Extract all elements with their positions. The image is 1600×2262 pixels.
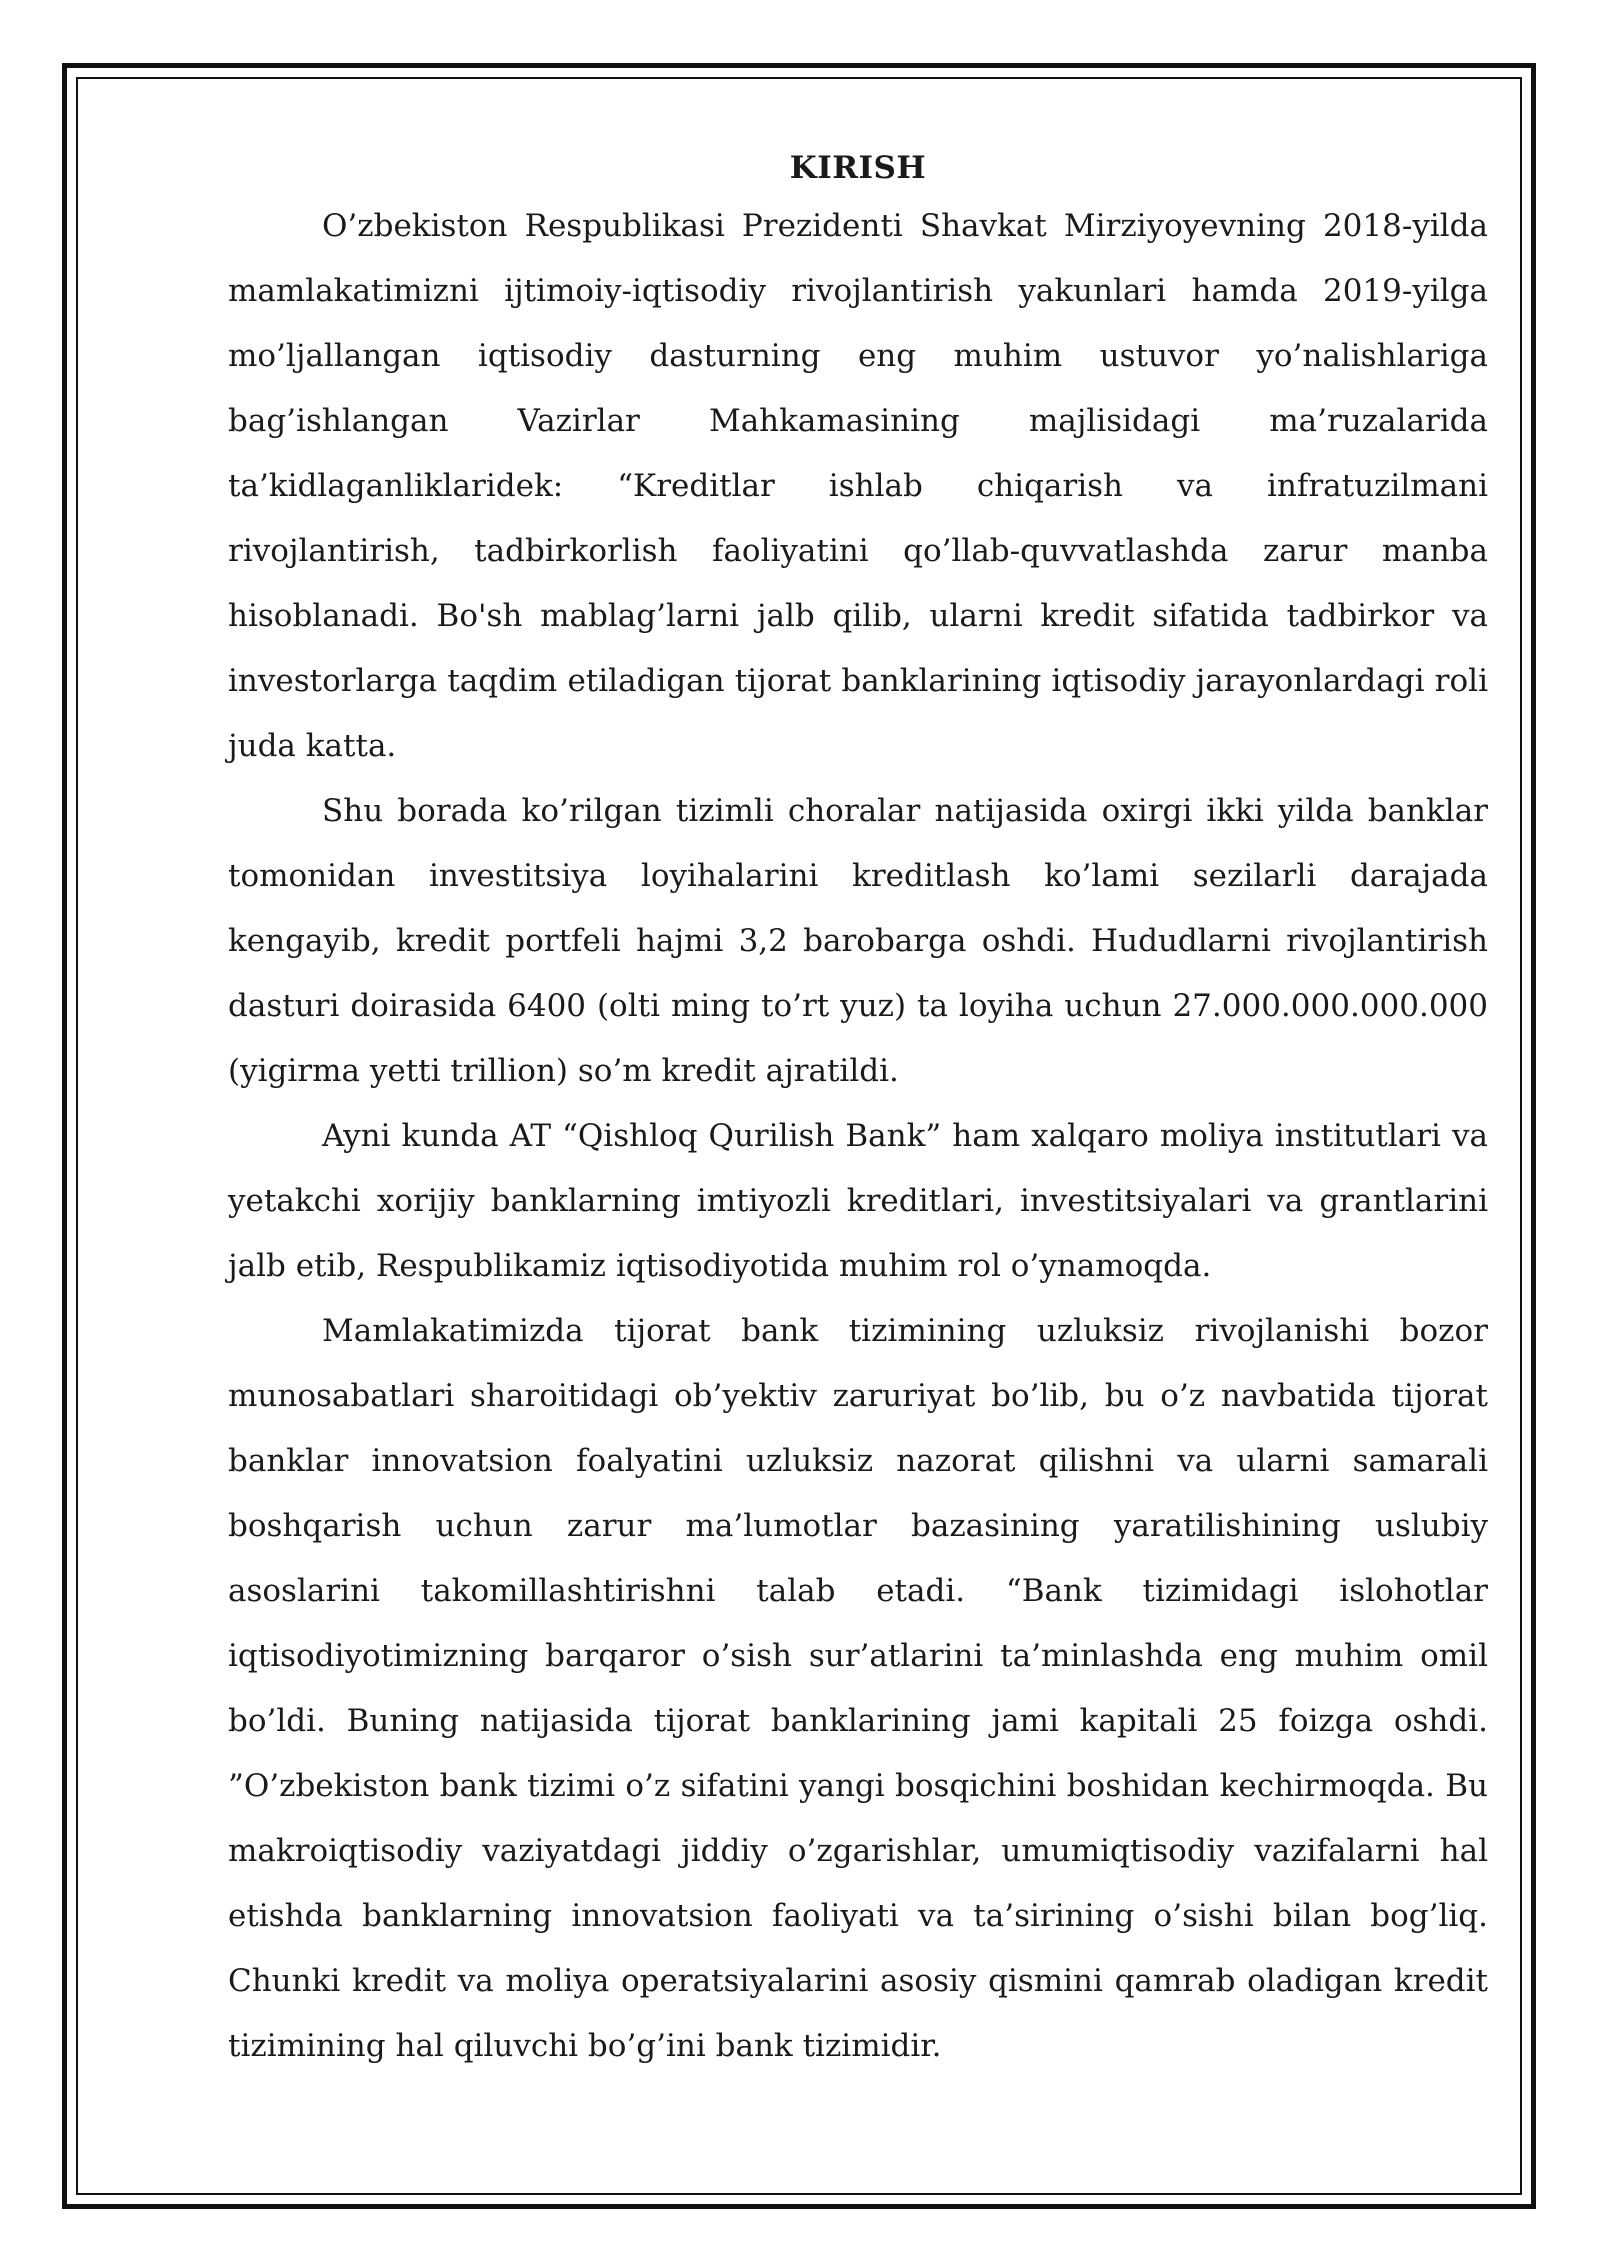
document-body (228, 148, 1488, 2079)
paragraph-3: Ayni kunda AT “Qishloq Qurilish Bank” ham xalqaro moliya institutlari va yetakchi xorijiy banklarning imtiyozli kreditlari, investitsiyalari va grantlarini jalb etib, Respublikamiz iqtisodiyotida muhim rol o’ynamoqda. (228, 1118, 1488, 1284)
paragraph-2: Shu borada ko’rilgan tizimli choralar natijasida oxirgi ikki yilda banklar tomonidan investitsiya loyihalarini kreditlash ko’lami sezilarli darajada kengayib, kredit portfeli hajmi 3,2 barobarga oshdi. Hududlarni rivojlantirish dasturi doirasida 6400 (olti ming to’rt yuz) ta loyiha uchun 27.000.000.000.000 (yigirma yetti trillion) so’m kredit ajratildi. (228, 793, 1488, 1089)
paragraph-4: Mamlakatimizda tijorat bank tizimining uzluksiz rivojlanishi bozor munosabatlari sharoitidagi ob’yektiv zaruriyat bo’lib, bu o’z navbatida tijorat banklar innovatsion foalyatini uzluksiz nazorat qilishni va ularni samarali boshqarish uchun zarur ma’lumotlar bazasining yaratilishining uslubiy asoslarini takomillashtirishni talab etadi. “Bank tizimidagi islohotlar iqtisodiyotimizning barqaror o’sish sur’atlarini ta’minlashda eng muhim omil bo’ldi. Buning natijasida tijorat banklarining jami kapitali 25 foizga oshdi. ”O’zbekiston bank tizimi o’z sifatini yangi bosqichini boshidan kechirmoqda. Bu makroiqtisodiy vaziyatdagi jiddiy o’zgarishlar, umumiqtisodiy vazifalarni hal etishda banklarning innovatsion faoliyati va ta’sirining o’sishi bilan bog’liq. Chunki kredit va moliya operatsiyalarini asosiy qismini qamrab oladigan kredit tizimining hal qiluvchi bo’g’ini bank tizimidir. (228, 1313, 1488, 2064)
paragraph-1: O’zbekiston Respublikasi Prezidenti Shavkat Mirziyoyevning 2018-yilda mamlakatimizni ijtimoiy-iqtisodiy rivojlantirish yakunlari hamda 2019-yilga mo’ljallangan iqtisodiy dasturning eng muhim ustuvor yo’nalishlariga bag’ishlangan Vazirlar Mahkamasining majlisidagi ma’ruzalarida ta’kidlaganliklaridek: “Kreditlar ishlab chiqarish va infratuzilmani rivojlantirish, tadbirkorlish faoliyatini qo’llab-quvvatlashda zarur manba hisoblanadi. Bo'sh mablag’larni jalb qilib, ularni kredit sifatida tadbirkor va investorlarga taqdim etiladigan tijorat banklarining iqtisodiy jarayonlardagi roli juda katta. (228, 208, 1488, 764)
document-title: KIRISH (789, 150, 927, 186)
